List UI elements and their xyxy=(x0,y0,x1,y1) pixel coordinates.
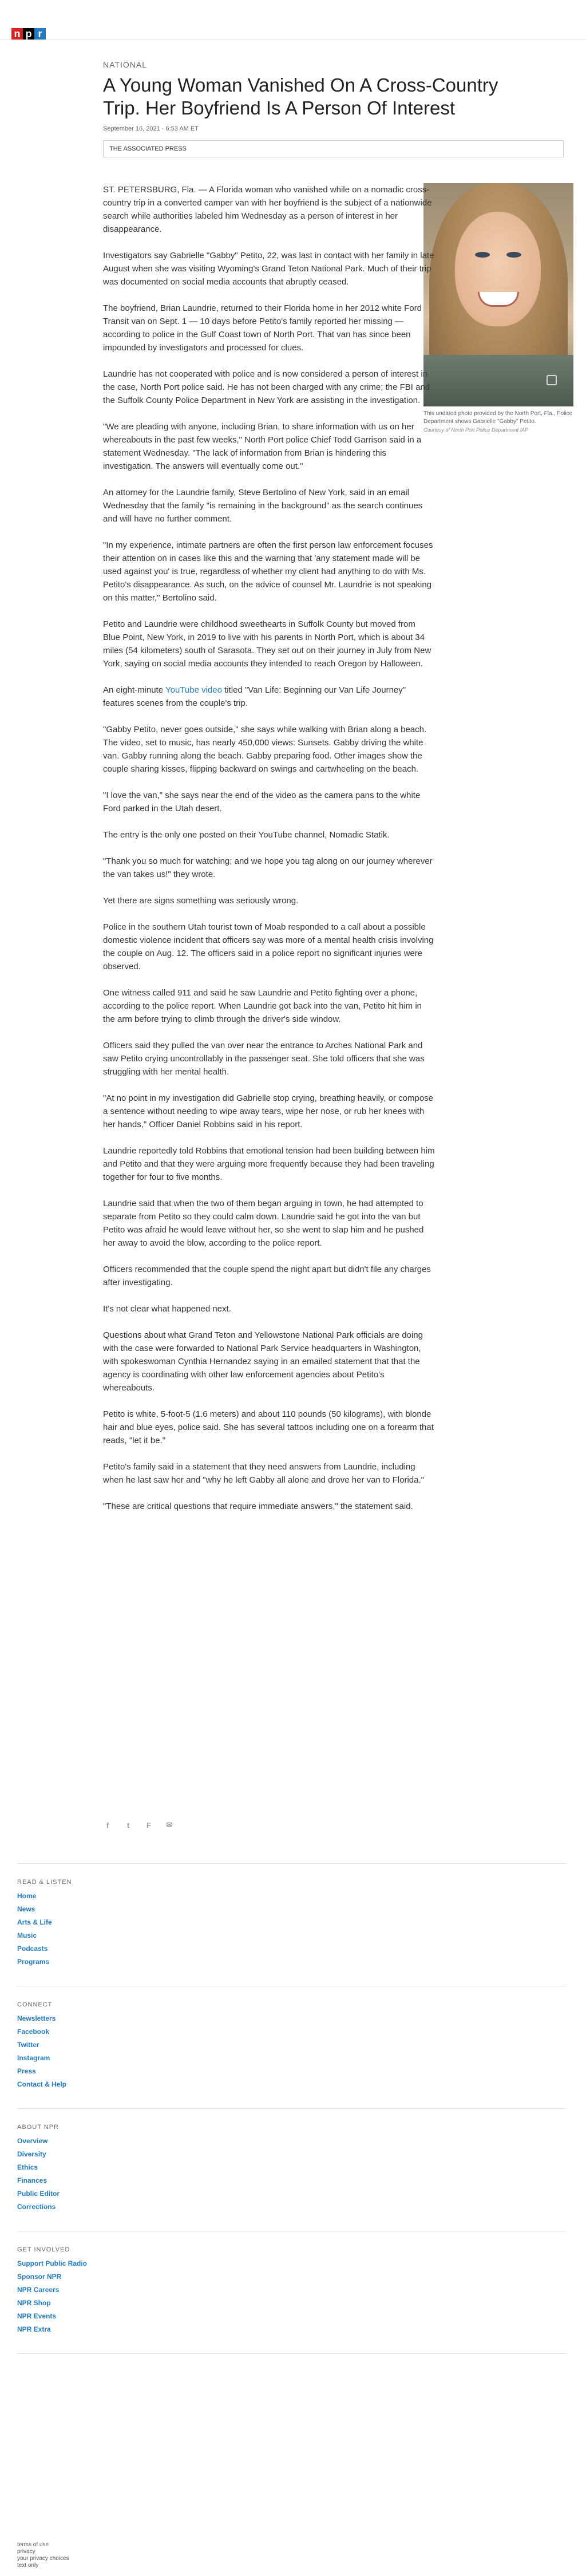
footer-link-newsletters[interactable]: Newsletters xyxy=(17,2014,56,2022)
paragraph: Officers recommended that the couple spend the night apart but didn't file any charges after investigating. xyxy=(103,1265,431,1287)
video-text-before: An eight-minute xyxy=(103,685,165,695)
paragraph: Yet there are signs something was seriously wrong. xyxy=(103,896,299,906)
byline: THE ASSOCIATED PRESS xyxy=(109,145,187,152)
privacy-choices-link[interactable]: your privacy choices xyxy=(17,2555,69,2562)
article-body xyxy=(103,183,435,1526)
youtube-video-link[interactable]: YouTube video xyxy=(165,685,222,695)
paragraph: Police in the southern Utah tourist town of Moab responded to a call about a possible domestic violence incident that officers say was more of a mental health crisis involving the couple on Aug. 12. The officers said in a police report no significant injuries were observed. xyxy=(103,922,434,971)
footer-divider xyxy=(17,2353,567,2354)
paragraph: Questions about what Grand Teton and Yellowstone National Park officials are doing with the case were forwarded to National Park Service headquarters in Washington, with spokeswoman Cynthia Hernandez saying in an emailed statement that that the agency is coordinating with other law enforcement agencies about Petito's whereabouts. xyxy=(103,1330,423,1393)
facebook-icon[interactable]: f xyxy=(106,1820,109,1830)
email-icon[interactable]: ✉ xyxy=(166,1820,173,1829)
paragraph: "In my experience, intimate partners are often the first person law enforcement focuses their attention on in cases like this and the warning that 'any statement made will be used against you' is true, regardless of whether my client had anything to do with Ms. Petito's disappearance. As such, on the advice of counsel Mr. Laundrie is not speaking on this matter," Bertolino said. xyxy=(103,540,433,603)
footer-heading: ABOUT NPR xyxy=(17,2124,59,2131)
portrait-photo[interactable] xyxy=(423,183,573,406)
footer-link-careers[interactable]: NPR Careers xyxy=(17,2286,60,2294)
footer-group-connect xyxy=(17,2001,567,2091)
footer-group-about xyxy=(17,2124,567,2214)
dateline: September 16, 2021 · 6:53 AM ET xyxy=(103,125,199,132)
article-header xyxy=(103,60,572,157)
footer-group-read-listen xyxy=(17,1879,567,1969)
footer-link-arts-life[interactable]: Arts & Life xyxy=(17,1918,52,1926)
paragraph: An attorney for the Laundrie family, Steve Bertolino of New York, said in an email Wednesday that the family "is remaining in the background" as the search continues and will have no further comment. xyxy=(103,488,423,524)
paragraph: Petito is white, 5-foot-5 (1.6 meters) and about 110 pounds (50 kilograms), with blonde hair and blue eyes, police said. She has several tattoos including one on a forearm that reads, "let it be." xyxy=(103,1409,434,1445)
byline-box xyxy=(103,140,564,157)
footer-link-shop[interactable]: NPR Shop xyxy=(17,2299,51,2307)
paragraph: Laundrie reportedly told Robbins that emotional tension had been building between him and Petito and that they were arguing more frequently because they had been traveling together for four to five months. xyxy=(103,1146,435,1182)
footer-link-podcasts[interactable]: Podcasts xyxy=(17,1945,48,1953)
top-nav-bar xyxy=(0,0,586,40)
footer-link-programs[interactable]: Programs xyxy=(17,1958,50,1966)
paragraph-video xyxy=(103,683,435,710)
terms-link[interactable]: terms of use xyxy=(17,2542,49,2548)
paragraph: "We are pleading with anyone, including Brian, to share information with us on her whereabouts in the past few weeks," North Port police Chief Todd Garrison said in a statement Wednesday. "The lack of information from Brian is hindering this investigation. The answers will eventually come out." xyxy=(103,422,422,471)
paragraph: ST. PETERSBURG, Fla. — A Florida woman who vanished while on a nomadic cross-country trip in a converted camper van with her boyfriend is the subject of a nationwide search while authorities labeled him Wednesday as a person of interest in her disappearance. xyxy=(103,185,432,234)
footer-link-press[interactable]: Press xyxy=(17,2067,36,2075)
headline: A Young Woman Vanished On A Cross-Country Trip. Her Boyfriend Is A Person Of Interest xyxy=(103,74,498,118)
footer-link-news[interactable]: News xyxy=(17,1905,35,1913)
site-footer xyxy=(17,1863,567,2369)
footer-heading: GET INVOLVED xyxy=(17,2246,70,2253)
logo-letter-r: r xyxy=(34,28,46,39)
footer-link-ethics[interactable]: Ethics xyxy=(17,2163,38,2171)
footer-link-extra[interactable]: NPR Extra xyxy=(17,2325,51,2333)
paragraph: Petito's family said in a statement that they need answers from Laundrie, including when he last saw her and "why he left Gabby all alone and drove her van to Florida." xyxy=(103,1462,424,1485)
paragraph: The entry is the only one posted on their YouTube channel, Nomadic Statik. xyxy=(103,830,390,840)
paragraph: "At no point in my investigation did Gabrielle stop crying, breathing heavily, or compose a sentence without needing to wipe away tears, wipe her nose, or rub her knees with her hands," Officer Daniel Robbins said in his report. xyxy=(103,1093,434,1129)
footer-group-get-involved xyxy=(17,2246,567,2336)
paragraph: "I love the van," she says near the end of the video as the camera pans to the white Ford parked in the Utah desert. xyxy=(103,791,421,813)
footer-link-twitter[interactable]: Twitter xyxy=(17,2041,39,2049)
footer-link-contact-help[interactable]: Contact & Help xyxy=(17,2080,67,2088)
logo-letter-p: p xyxy=(23,28,34,39)
twitter-icon[interactable]: t xyxy=(126,1820,130,1830)
footer-link-diversity[interactable]: Diversity xyxy=(17,2150,46,2158)
footer-link-facebook[interactable]: Facebook xyxy=(17,2028,50,2036)
footer-link-sponsor[interactable]: Sponsor NPR xyxy=(17,2273,62,2281)
paragraph: One witness called 911 and said he saw Laundrie and Petito fighting over a phone, according to the police report. When Laundrie got back into the van, Petito hit him in the arm before trying to climb through the driver's side window. xyxy=(103,988,422,1024)
footer-link-music[interactable]: Music xyxy=(17,1931,37,1939)
logo-letter-n: n xyxy=(11,28,23,39)
footer-link-home[interactable]: Home xyxy=(17,1892,37,1900)
article-photo xyxy=(423,183,573,433)
paragraph: "These are critical questions that require immediate answers," the statement said. xyxy=(103,1502,413,1511)
flipboard-icon[interactable]: F xyxy=(146,1820,151,1830)
paragraph: The boyfriend, Brian Laundrie, returned to their Florida home in her 2012 white Ford Transit van on Sept. 1 — 10 days before Petito's family reported her missing — according to police in the Gulf Coast town of North Port. That van has since been impounded by investigators and processed for clues. xyxy=(103,303,422,353)
paragraph: It's not clear what happened next. xyxy=(103,1304,231,1314)
enlarge-icon[interactable] xyxy=(547,375,557,385)
footer-heading: CONNECT xyxy=(17,2001,53,2008)
paragraph: "Thank you so much for watching; and we hope you tag along on our journey wherever the van takes us!" they wrote. xyxy=(103,856,433,879)
paragraph: Investigators say Gabrielle "Gabby" Petito, 22, was last in contact with her family in late August when she was visiting Wyoming's Grand Teton National Park. Much of their trip was documented on social media accounts that abruptly ceased. xyxy=(103,251,434,287)
footer-link-finances[interactable]: Finances xyxy=(17,2176,47,2184)
video-text-after: titled "Van Life: Beginning our Van Life Journey" features scenes from the couple's trip. xyxy=(103,685,406,708)
footer-link-instagram[interactable]: Instagram xyxy=(17,2054,50,2062)
footer-link-corrections[interactable]: Corrections xyxy=(17,2203,56,2211)
footer-link-support[interactable]: Support Public Radio xyxy=(17,2259,87,2267)
paragraph: "Gabby Petito, never goes outside," she says while walking with Brian along a beach. The video, set to music, has nearly 450,000 views: Sunsets. Gabby driving the white van. Gabby running along the beach. Gabby preparing food. Other images show the couple sharing kisses, flipping backward on swings and cartwheeling on the beach. xyxy=(103,725,427,774)
paragraph: Petito and Laundrie were childhood sweethearts in Suffolk County but moved from Blue Point, New York, in 2019 to live with his parents in North Port, which is about 34 miles (54 kilometers) south of Sarasota. They set out on their journey in July from New York, saying on social media accounts they intended to reach Oregon by Halloween. xyxy=(103,619,431,669)
text-only-link[interactable]: text only xyxy=(17,2562,39,2569)
photo-caption: This undated photo provided by the North Port, Fla., Police Department shows Gabrielle "Gabby" Petito. xyxy=(423,410,573,425)
paragraph: Laundrie has not cooperated with police and is now considered a person of interest in the case, North Port police said. He has not been charged with any crime; the FBI and the Suffolk County Police Department in New York are assisting in the investigation. xyxy=(103,369,430,405)
legal-links xyxy=(17,2542,69,2569)
footer-link-public-editor[interactable]: Public Editor xyxy=(17,2190,60,2198)
footer-divider xyxy=(17,2108,567,2109)
privacy-link[interactable]: privacy xyxy=(17,2549,35,2555)
footer-heading: READ & LISTEN xyxy=(17,1879,72,1886)
photo-credit: Courtesy of North Port Police Department /AP xyxy=(423,427,529,433)
paragraph: Laundrie said that when the two of them began arguing in town, he had attempted to separate from Petito so they could calm down. Laundrie said he got into the van but Petito was afraid he would leave without her, so she went to slap him and he pushed her away to avoid the blow, according to the police report. xyxy=(103,1199,424,1248)
section-label[interactable]: NATIONAL xyxy=(103,60,147,69)
paragraph: Officers said they pulled the van over near the entrance to Arches National Park and saw Petito crying uncontrollably in the passenger seat. She told officers that she was struggling with her mental health. xyxy=(103,1041,425,1077)
footer-divider xyxy=(17,1863,567,1864)
npr-logo[interactable] xyxy=(11,28,46,39)
footer-link-overview[interactable]: Overview xyxy=(17,2137,48,2145)
share-tools xyxy=(103,1820,174,1830)
footer-link-events[interactable]: NPR Events xyxy=(17,2312,57,2320)
